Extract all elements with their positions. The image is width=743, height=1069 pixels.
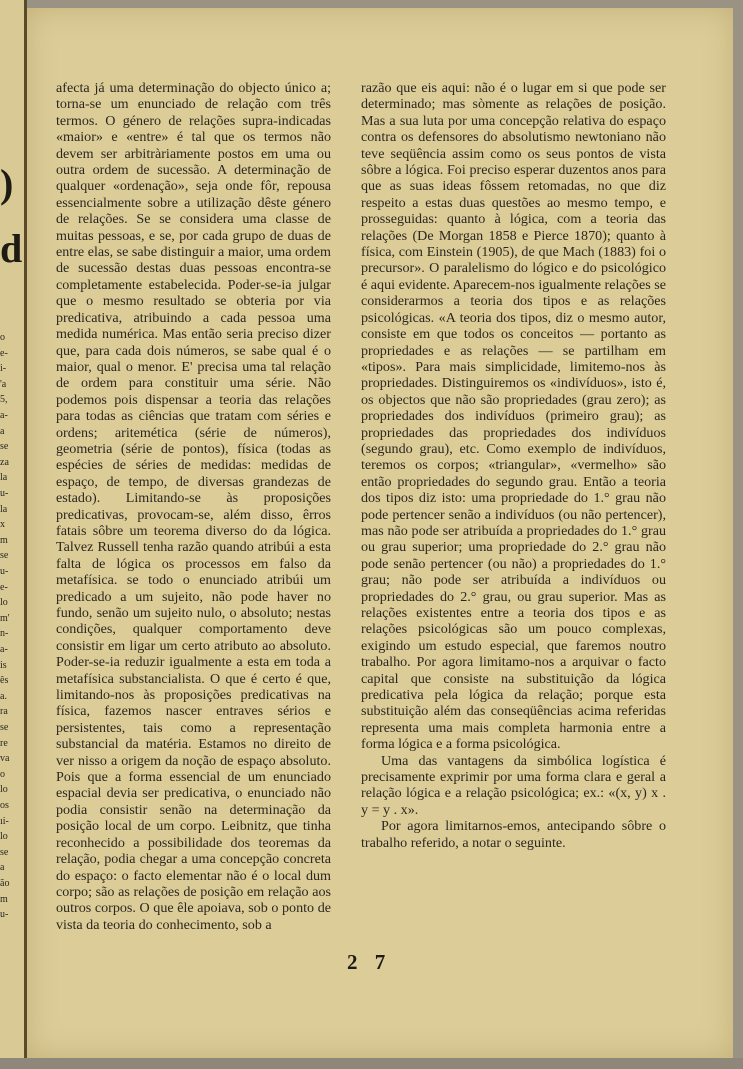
facing-page-fragment: ıi- [0, 815, 9, 827]
facing-page-fragment: se [0, 722, 9, 733]
facing-page-glyph: d [0, 226, 23, 271]
facing-page-fragment: re [0, 737, 8, 749]
facing-page-fragment: la [0, 503, 8, 515]
facing-page-glyph: ) [0, 161, 14, 206]
facing-page-fragment: a- [0, 644, 8, 655]
facing-page-fragment: ra [0, 706, 8, 718]
facing-page-fragment: 'a [0, 378, 7, 390]
facing-page-fragment: e- [0, 347, 8, 359]
facing-page-fragment: o [0, 768, 5, 780]
facing-page-fragment: os [0, 800, 9, 811]
facing-page-fragment: a [0, 862, 5, 874]
page-number: 2 7 [347, 950, 392, 974]
paragraph: Por agora limitarnos-emos, antecipando sôbre o trabalho referido, a notar o seguinte. [361, 818, 666, 851]
facing-page-fragment: se [0, 550, 9, 562]
facing-page-fragment: 5, [0, 394, 8, 406]
facing-page-fragment: u- [0, 488, 9, 499]
facing-page-fragment: ão [0, 878, 10, 889]
facing-page-fragment: va [0, 753, 10, 765]
paragraph: afecta já uma determinação do objecto único a; torna-se um enunciado de relação com três termos. O género de relações supra-indicadas «maior» e «entre» é tal que os termos não devem ser arbitràriamente postos em uma ou outra ordem de sucessão. A determinação de qualquer «ordenação», seja onde fôr, repousa essencialmente sobre a utilização dêste género de relações. Se se considera uma classe de muitas pessoas, e se, por cada grupo de duas de entre elas, se sabe distinguir a maior, uma ordem de sucessão destas duas pessoas encontra-se completamente estabelecida. Poder-se-ia julgar que o mesmo resultado se obteria por via predicativa, atribuindo a cada pessoa uma medida numérica. Mas então seria preciso dizer que, para cada dois números, se sabe qual é o maior, qual o menor. E' precisa uma tal relação de ordem para constituir uma série. Não podemos pois dispensar a teoria das relações para todas as ciências que tratam com séries e ordens; aritemética (série de números), geometria (série de pontos), física (todas as espécies de séries de medidas: medidas de espaço, de tempo, de diversas grandezas de estado). Limitando-se às proposições predicativas, provocam-se, além disso, êrros fatais sôbre um teorema diverso do da lógica. Talvez Russell tenha razão quando atribúi a esta falta de lógica os processos em falso da metafísica. se todo o enunciado atribúi um predicado a um sujeito, não pode haver no fundo, senão um sujeito nulo, o absoluto; nestas condições, qualquer comportamento deve consistir em ligar um certo atributo ao absoluto. Poder-se-ia reduzir igualmente a esta em toda a metafísica substancialista. O que é certo é que, limitando-nos às proposições predicativas na física, fazemos nascer entraves sérios e persistentes, tais como a representação substancial da matéria. Estamos no direito de ver nisso a origem da noção de espaço absoluto. Pois que a forma essencial de um enunciado espacial devia ser predicativa, o enunciado não podia consistir senão na determinação da posição local de um corpo. Leibnitz, que tinha reconhecido a possibilidade dos teoremas da relação, podia chegar a uma concepção concreta do espaço: o facto elementar não é o local dum corpo; são as relações de posição em relação aos outros corpos. O que êle apoiava, sob o ponto de vista da teoria do conhecimento, sob a [56, 80, 331, 933]
bottom-shadow [0, 1058, 743, 1069]
facing-page-fragment: u- [0, 566, 9, 577]
facing-page-fragment: se [0, 846, 9, 858]
facing-page-fragment: lo [0, 597, 8, 609]
facing-page-fragment: a [0, 425, 5, 437]
facing-page-fragment: la [0, 472, 8, 484]
facing-page-fragment: i- [0, 363, 7, 375]
facing-page-fragment: lo [0, 831, 8, 843]
facing-page-fragment: is [0, 659, 7, 671]
facing-page-fragment: lo [0, 784, 8, 796]
facing-page-fragment: m [0, 534, 8, 546]
facing-page-fragment: za [0, 456, 9, 468]
text-column-left [56, 80, 331, 933]
book-page [27, 8, 733, 1058]
facing-page-fragment: m' [0, 612, 10, 624]
facing-page-fragment: x [0, 519, 5, 531]
facing-page-fragment: n- [0, 628, 9, 640]
paragraph: Uma das vantagens da simbólica logística é precisamente exprimir por uma forma clara e geral a relação lógica e a relação psicológica; ex.: «(x, y) x . y = y . x». [361, 752, 666, 818]
text-column-right [361, 80, 666, 851]
facing-page-fragment: u- [0, 909, 9, 921]
facing-page-fragment: m [0, 893, 8, 905]
facing-page-edge [0, 0, 27, 1069]
paragraph: razão que eis aqui: não é o lugar em si que pode ser determinado; mas sòmente as relações de posição. Mas a sua luta por uma concepção relativa do espaço contra os defensores do absolutismo newtoniano não teve seqüência assim como os seus pontos de vista sôbre a lógica. Foi preciso esperar duzentos anos para que as suas ideas fôssem retomadas, no que diz respeito a estas duas questões ao mesmo tempo, e prosseguidas: quanto à lógica, com a teoria das relações (De Morgan 1858 e Pierce 1870); quanto à física, com Einstein (1905), de que Mach (1883) foi o precursor». O paralelismo do lógico e do psicológico é aqui evidente. Aparecem-nos igualmente relações se considerarmos a teoria dos tipos e as relações psicológicas. «A teoria dos tipos, diz o mesmo autor, consiste em que todos os conceitos — portanto as propriedades e as relações — se partilham em «tipos». Para mais simplicidade, limitemo-nos às propriedades. Distinguiremos os «indivíduos», isto é, os objectos que não são propriedades (grau zero); as propriedades dos indivíduos (primeiro grau); as propriedades das propriedades dos indivíduos (segundo grau), etc. Como exemplo de indivíduos, teremos os corpos; «triangular», «vermelho» são então propriedades do segundo grau. Então a teoria dos tipos diz isto: uma propriedade do 1.° grau não pode pertencer senão a indivíduos (ou não pertencer), mas não pode ser atribuída a propriedades do 1.° grau ou grau superior; uma propriedade do 2.° grau não pode senão pertencer (ou não) a propriedades do 1.° grau; não pode ser atribuída a indivíduos ou propriedades do 2.° grau, ou grau superior. Mas as relações existentes entre a teoria dos tipos e as relações psicológicas são um pouco complexas, exigindo um estudo especial, que faremos noutro trabalho. Por agora limitamo-nos a arquivar o facto capital que consiste na substituição da lógica predicativa pela lógica da relação; porque esta substituição além das conseqüências acima referidas representa uma mais completa harmonia entre a forma lógica e a forma psicológica. [361, 80, 666, 753]
facing-page-fragment: ês [0, 675, 9, 687]
facing-page-fragment: e- [0, 581, 8, 593]
facing-page-fragment: a- [0, 410, 8, 421]
facing-page-fragment: o [0, 332, 5, 343]
facing-page-fragment: se [0, 441, 9, 453]
facing-page-fragment: a. [0, 690, 7, 702]
